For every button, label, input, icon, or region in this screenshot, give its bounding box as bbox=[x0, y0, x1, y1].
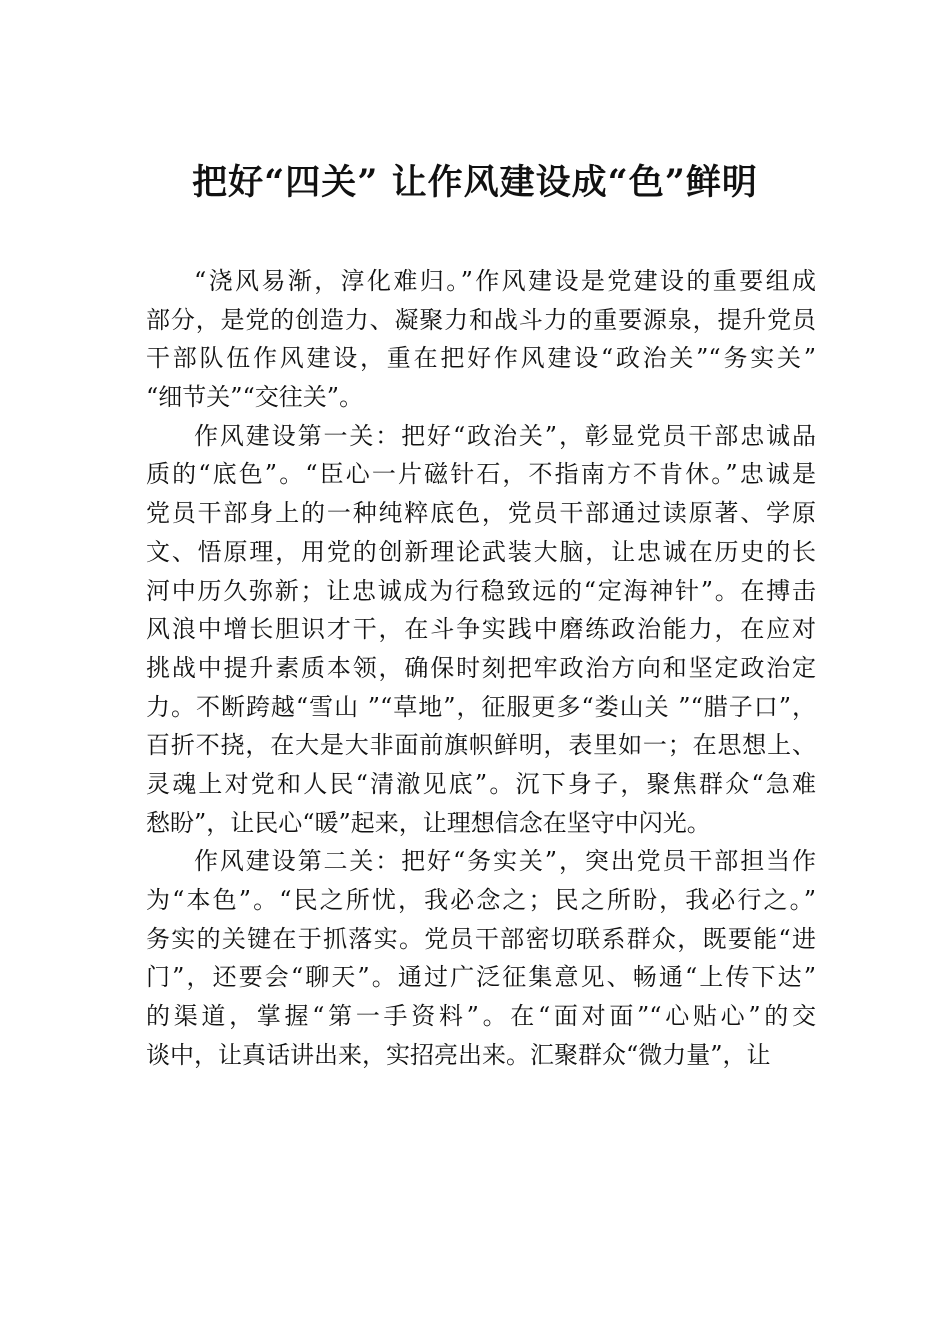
text-line: 质的“底色”。“臣心一片磁针石，不指南方不肯休。”忠诚是 bbox=[146, 460, 816, 489]
text-line: 力。不断跨越“雪山 ”“草地”，征服更多“娄山关 ”“腊子口”， bbox=[146, 692, 816, 721]
text-line: 部分，是党的创造力、凝聚力和战斗力的重要源泉，提升党员 bbox=[146, 305, 816, 334]
text-line: 河中历久弥新；让忠诚成为行稳致远的“定海神针”。在搏击 bbox=[146, 576, 816, 605]
text-line: 的渠道，掌握“第一手资料”。在“面对面”“心贴心”的交 bbox=[146, 1002, 816, 1031]
text-line: 作风建设第二关：把好“务实关”，突出党员干部担当作 bbox=[194, 847, 816, 876]
text-line: 风浪中增长胆识才干，在斗争实践中磨练政治能力，在应对 bbox=[146, 615, 816, 644]
text-line: 灵魂上对党和人民“清澈见底”。沉下身子，聚焦群众“急难 bbox=[146, 769, 816, 798]
document-title: 把好“四关” 让作风建设成“色”鲜明 bbox=[192, 162, 758, 203]
text-line: 门”，还要会“聊天”。通过广泛征集意见、畅通“上传下达” bbox=[146, 963, 816, 992]
text-line: “细节关”“交往关”。 bbox=[146, 383, 364, 412]
text-line: 务实的关键在于抓落实。党员干部密切联系群众，既要能“进 bbox=[146, 924, 816, 953]
text-line: 谈中，让真话讲出来，实招亮出来。汇聚群众“微力量”，让 bbox=[146, 1040, 771, 1069]
text-line: 为“本色”。“民之所忧，我必念之；民之所盼，我必行之。” bbox=[146, 886, 816, 914]
text-line: 党员干部身上的一种纯粹底色，党员干部通过读原著、学原 bbox=[146, 499, 816, 528]
text-line: 文、悟原理，用党的创新理论武装大脑，让忠诚在历史的长 bbox=[146, 537, 816, 566]
text-line: 作风建设第一关：把好“政治关”，彰显党员干部忠诚品 bbox=[194, 421, 816, 450]
text-line: 挑战中提升素质本领，确保时刻把牢政治方向和坚定政治定 bbox=[146, 653, 816, 682]
document-body bbox=[146, 262, 816, 1074]
text-line: 干部队伍作风建设，重在把好作风建设“政治关”“务实关” bbox=[146, 344, 816, 373]
text-line: “浇风易渐，淳化难归。”作风建设是党建设的重要组成 bbox=[194, 267, 816, 295]
text-line: 百折不挠，在大是大非面前旗帜鲜明，表里如一；在思想上、 bbox=[146, 731, 816, 760]
text-line: 愁盼”，让民心“暖”起来，让理想信念在坚守中闪光。 bbox=[146, 808, 711, 837]
